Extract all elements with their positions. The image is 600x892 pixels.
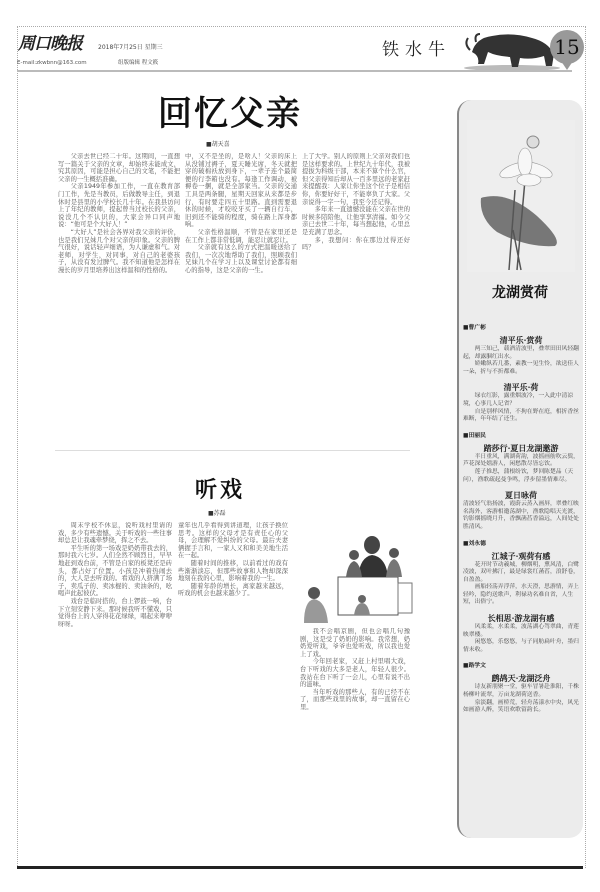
paragraph: 随着时间的推移，以前看过的戏有些渐渐淡忘，但那些故事和人物却深深地刻在我的心里，影响着我的一生。 — [178, 559, 288, 583]
article-divider — [55, 450, 410, 451]
poem-author: ■ 刘永德 — [463, 540, 579, 548]
page-number: 15 — [550, 30, 584, 64]
article-column — [178, 522, 288, 860]
poem-line: 莲子推思，蒲根纷饮，梦回陈楚品（天问），渔歌疏起曼争鸣，浮步留墨情难尽。 — [463, 468, 574, 483]
paragraph: 周末学校不休息，说听戏村里请的戏，多少有些遗憾。关于听戏的一些往事却总是让我魂牵梦绕，挥之不去。 — [58, 522, 172, 545]
header-divider — [17, 70, 572, 72]
paragraph: 当年听戏的那些人，有的已经不在了，而那些戏里的故事，却一直留在心里。 — [300, 688, 410, 711]
article-column — [58, 522, 172, 860]
article-column — [302, 153, 410, 313]
page-bottom-rule — [17, 866, 583, 869]
opera-illustration — [290, 505, 420, 623]
poem-title: 夏日咏荷 — [505, 490, 537, 501]
poem-line: 自是别样风情，不拘在野在庭，相折香丝难断，年年结了还生。 — [463, 408, 579, 423]
poem-author: ■ 路学文 — [463, 662, 579, 670]
poem-list — [463, 320, 579, 715]
paragraph: “大好人”是社会各界对我父亲的评价，也是我们兄妹几个对父亲的印象。父亲的脾气很好，说话轻声细语，为人谦虚和气。对老师，对学生，对同事，对自己的老婆孩子，从没有发过脾气。我不知道他是怎样在漫长的岁月里培养出这样温和的性格的。 — [58, 228, 180, 274]
paragraph: 平生听的第一场戏是奶奶带我去的，那时我六七岁。人们全然不顾烈日，早早地赶到戏台前，不管是自家的板凳还是砖头，都占好了位置。小孩是冲着热闹去的，大人是去听戏的。看戏的人挤满了场子，卖瓜子的、卖冰棍的、卖油条的，吆喝声此起彼伏。 — [58, 544, 172, 598]
poem-line: 半日重风，满湖荷韵，波摇画舫吹云鬓，芦花深处嬉游人，闲愁散尽皆忘饮。 — [463, 453, 579, 468]
paragraph: 多年来一直遗憾没能在父亲在世的时候多陪陪他，让他享享清福。如今父亲已去世二十年，每当想起他，心里总是充满了思念。 — [302, 206, 410, 236]
article-byline: ■胡天喜 — [206, 141, 230, 148]
poem-line: 泉淡翻，画桥荒，轻舟荡漾水中央，风光如画游人醉，笑语欢歌留韵长。 — [463, 699, 579, 714]
poem-title: 长相思·游龙湖有感 — [487, 613, 555, 624]
article-title: 听戏 — [194, 478, 245, 503]
poem-title: 踏莎行·夏日龙湖邀游 — [483, 442, 559, 453]
newspaper-logo: 周口晚报 — [18, 34, 82, 54]
paragraph: 戏台是临时搭的，台上锣鼓一响，台下立刻安静下来。那时候我听不懂戏，只觉得台上的人穿得花花绿绿，唱起来咿咿呀呀。 — [58, 597, 172, 628]
issue-date: 2018年7月25日 星期三 — [98, 44, 163, 51]
poem-title: 清平乐·荷 — [503, 382, 539, 393]
article-byline: ■苏磊 — [208, 510, 226, 517]
article-title: 回忆父亲 — [158, 94, 302, 134]
email: E-mail:zkwbnn@163.com — [17, 60, 87, 66]
section-title: 铁水牛 — [382, 40, 451, 60]
article-column — [300, 628, 410, 860]
poem-line: 诗友新朋聚一堂，驱车冒暑赴淮阳，千株杨柳叶流翠，万亩龙湖荷送香。 — [463, 684, 579, 699]
paragraph: 我不会唱京剧，但也会唱几句豫剧，这是受了奶奶的影响。我常想，奶奶爱听戏，爷爷也爱听戏，所以我也爱上了戏。 — [300, 628, 410, 658]
poem-line: 两三知己，载酒清波里，叠翠田田风轻翻起，却露胭红出水。 — [463, 346, 579, 360]
poem-author: ■ 田丽民 — [463, 432, 579, 440]
paragraph: 中，又不是坐的，是啥人！父亲的床上从没铺过褥子，夏天睡光席，冬天就把穿的破棉袄放到身下，一辈子连个最简便的行李箱也没有。每逢工作调动，被褥卷一捆，就是全部家当。父亲的交通工具是两条腿，星期天回家从来都是步行，有时要走四五十里路。直到需要退休的时候，才咬咬牙买了一辆自行车，旧到还不能骑的程度，骑在路上浑身都响。 — [185, 153, 297, 229]
poem-title: 清平乐·赏荷 — [499, 335, 543, 345]
article-column — [58, 153, 180, 422]
poem-line: 绿衣红影，露重烟波冷，一入此中清凉境，心事几人记省？ — [463, 393, 574, 407]
poem-line: 闲悠悠，乐悠悠，与子同舫扁叶舟，墨归情未收。 — [463, 639, 579, 653]
paragraph: 随着年龄的增长，离家越来越远，听戏的机会也越来越少了。 — [178, 582, 288, 598]
layout-editor: 组版编辑 程文筱 — [118, 60, 159, 66]
lotus-painting — [467, 120, 575, 272]
sidebar-title: 龙湖赏荷 — [492, 285, 548, 301]
paragraph: 今年回老家，又赶上村里唱大戏，台下听戏的大多是老人，年轻人很少。我站在台下听了一会儿，心里有说不出的滋味。 — [300, 658, 410, 689]
article-column — [185, 153, 297, 422]
paragraph: 上了大学。别人的原则上父亲对我们也是这样要求的。上世纪九十年代，我被提拔为科级干部，本来不算个什么官，但父亲得知后却从一百多里远的老家赶来提醒我：人家让你坐这个位子是相信你，你要好好干，不能辜负了大家。父亲说得一字一句，我至今还记得。 — [302, 153, 410, 206]
paragraph: 父亲就有这么的方式把温暖送给了我们，一次次地帮助了我们，照顾我们兄妹几个在学习上以及课堂讨论都有细心的指导，这是父亲的一生。 — [185, 244, 297, 274]
paragraph: 父亲1949年参加工作，一直在教育部门工作，先是当教员，后做教导主任，到退休时是县里的小学校长几十年。在我县访问上了年纪的教师，提起曾当过校长的父亲，说没几个不认识的，大家会异口同声地说：“他可是个大好人！” — [58, 183, 180, 229]
poem-line: 花开时节动羲城，柳烟明，熏风清，白鹭凌波，双叶拂汀，最是绿裳红菡萏，浪舒卷，自盈盈。 — [463, 561, 579, 583]
paragraph: 父亲性格温顺，不管是在家里还是在工作上都非常低调，能忍让就忍让。 — [185, 228, 297, 244]
poem-title: 江城子·观荷有感 — [491, 550, 551, 561]
poem-line: 画船轻荡弄浮萍，水天澄，思游情，弄上轻吟，隐约送歌声，利禄功名难自省，人生短，出俗宁。 — [463, 584, 579, 606]
bull-statue-image — [462, 30, 562, 70]
poem-title: 鹧鸪天·龙湖泛舟 — [491, 673, 551, 684]
paragraph: 多，我想问：你在那边过得还好吗？ — [302, 236, 410, 252]
poem-line: 清波轻气翁扬波，霞蔚云蒸入画屏，翠叠红映名海外，客游相邀荡湖中，渔歌隐唱天光渡，钓影烟摇晓月升，香飘菡萏香溢远，人间处处胜清风。 — [463, 501, 579, 530]
poem-line: 风柔柔，水柔柔，波荡湖心驾翠曲，青莲映翠楼。 — [463, 624, 579, 638]
paragraph: 父亲去世已经二十年。这期间，一直想写一篇关于父亲的文章，却始终未能成文，究其原因，可能是担心自己的文笔，不能把父亲的一生概括准确。 — [58, 153, 180, 183]
paragraph: 童年也几乎看得到讲道理，让孩子换位思考。这样的父母才是有责任心的父母，会理解不爱纠纷的父母。最后夫妻俩握手言和，一家人又和和美美地生活在一起。 — [178, 522, 288, 560]
poem-line: 娇嫩纵若几番，素教一见生怜，欲送佳人一朵，折与不折都难。 — [463, 361, 579, 375]
poem-author: ■ 曹广彬 — [463, 324, 579, 332]
